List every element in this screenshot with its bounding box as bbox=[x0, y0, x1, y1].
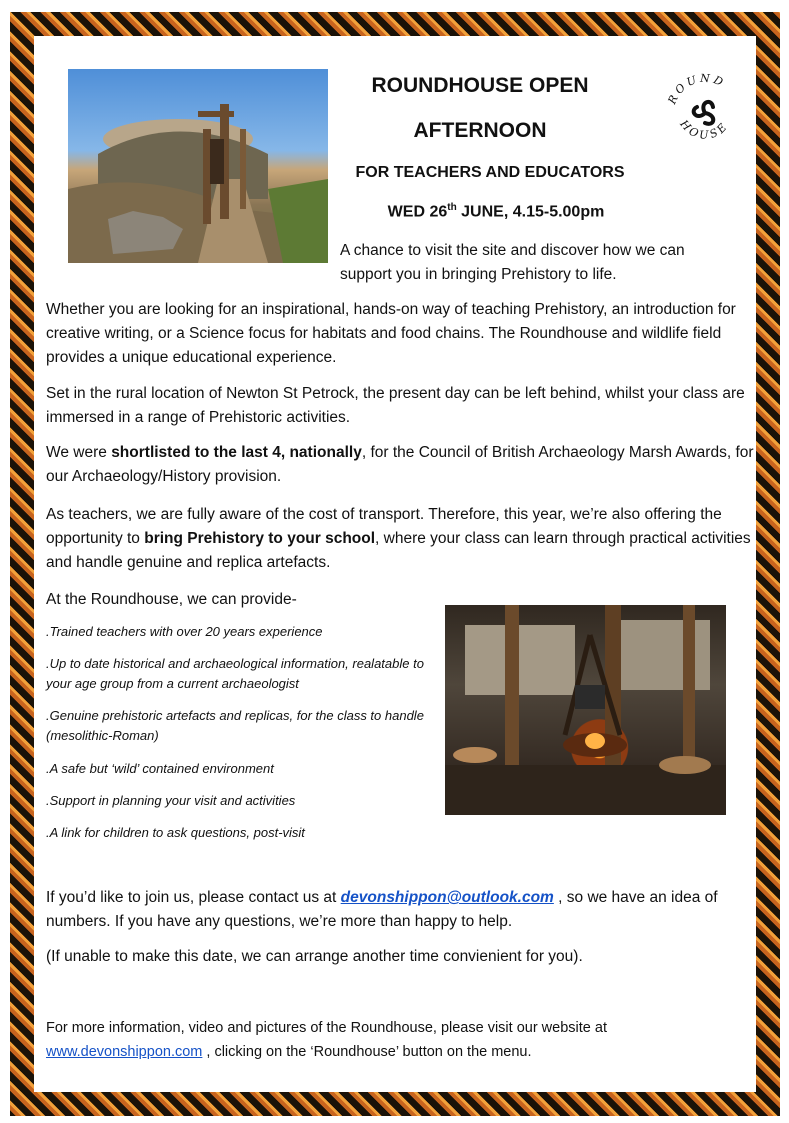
footer-info: For more information, video and pictures of the Roundhouse, please visit our website at www.devonshippon.com , clicking on the ‘Roundhouse’ button on the menu. bbox=[46, 1020, 607, 1060]
list-item: .Up to date historical and archaeological information, realatable to your age group from a current archaeologist bbox=[46, 656, 424, 691]
roundhouse-logo bbox=[664, 72, 746, 154]
event-date: WED 26th JUNE, 4.15-5.00pm bbox=[387, 202, 605, 221]
contact-paragraph: If you’d like to join us, please contact us at devonshippon@outlook.com , so we have an idea of numbers. If you have any questions, we’re more than happy to help. bbox=[46, 889, 718, 930]
list-item: .Support in planning your visit and activities bbox=[46, 793, 296, 808]
svg-text:ROUND bbox=[665, 72, 728, 107]
title-line-2: AFTERNOON bbox=[413, 119, 547, 142]
logo-text-top: ROUND bbox=[665, 72, 728, 107]
subtitle: FOR TEACHERS AND EDUCATORS bbox=[355, 164, 625, 181]
svg-text:HOUSE bbox=[677, 117, 732, 142]
website-link[interactable]: www.devonshippon.com bbox=[46, 1044, 203, 1060]
paragraph-teaching: Whether you are looking for an inspirational, hands-on way of teaching Prehistory, an introduction for creative writing, or a Science focus for habitats and food chains. The Roundhouse and wildlife field provides a unique educational experience. bbox=[46, 301, 736, 366]
logo-text-bottom: HOUSE bbox=[677, 117, 732, 142]
provide-heading: At the Roundhouse, we can provide- bbox=[46, 591, 297, 608]
list-item: .A link for children to ask questions, post-visit bbox=[46, 825, 305, 840]
paragraph-location: Set in the rural location of Newton St Petrock, the present day can be left behind, whilst your class are immersed in a range of Prehistoric activities. bbox=[46, 385, 745, 426]
list-item: .Trained teachers with over 20 years experience bbox=[46, 624, 323, 639]
paragraph-school-visits: As teachers, we are fully aware of the cost of transport. Therefore, this year, we’re also offering the opportunity to bring Prehistory to your school, where your class can learn through practical activities and handle genuine and replica artefacts. bbox=[46, 506, 751, 571]
list-item: .A safe but ‘wild’ contained environment bbox=[46, 761, 274, 776]
title-line-1: ROUNDHOUSE OPEN bbox=[371, 74, 589, 97]
paragraph-award: We were shortlisted to the last 4, nationally, for the Council of British Archaeology Marsh Awards, for our Archaeology/History provision. bbox=[46, 444, 754, 485]
roundhouse-interior-photo bbox=[445, 605, 726, 815]
roundhouse-exterior-photo bbox=[68, 69, 328, 263]
intro-text: A chance to visit the site and discover how we can support you in bringing Prehistory to life. bbox=[340, 242, 685, 283]
alternate-date-note: (If unable to make this date, we can arrange another time convienient for you). bbox=[46, 948, 583, 965]
list-item: .Genuine prehistoric artefacts and replicas, for the class to handle (mesolithic-Roman) bbox=[46, 708, 424, 743]
email-link[interactable]: devonshippon@outlook.com bbox=[340, 889, 554, 906]
